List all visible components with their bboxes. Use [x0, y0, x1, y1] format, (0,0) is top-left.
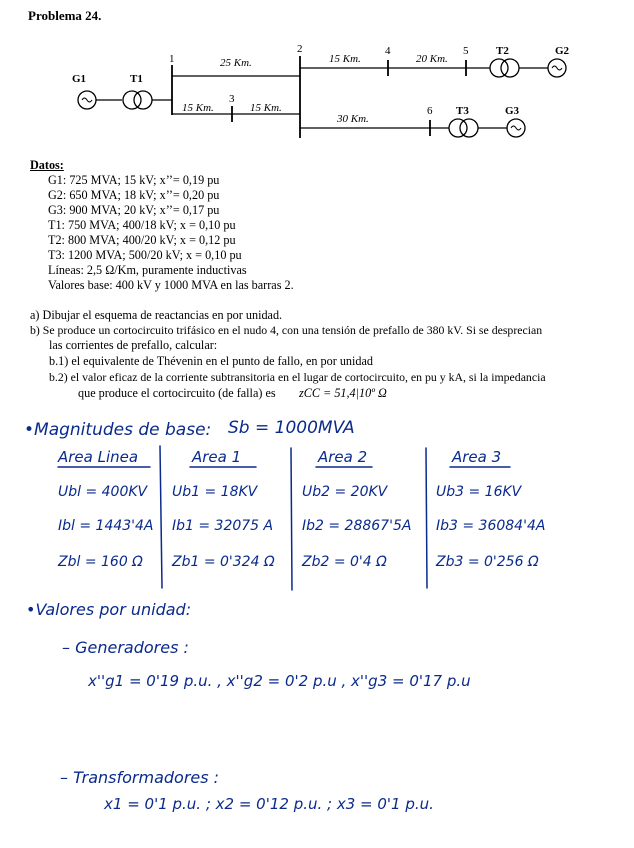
pu-title: •Valores por unidad:	[26, 600, 192, 619]
col-head-linea: Area Linea	[58, 448, 139, 466]
dist-3-2: 15 Km.	[250, 102, 282, 114]
dist-1-2: 25 Km.	[220, 57, 252, 69]
ib-area3: Ib3 = 36084'4A	[436, 518, 546, 534]
generators-values: x''g1 = 0'19 p.u. , x''g2 = 0'2 p.u , x''g3 = 0'17 p.u	[88, 672, 471, 690]
node-2-label: 2	[297, 43, 303, 55]
problem-title: Problema 24.	[28, 8, 102, 23]
data-line-g3: G3: 900 MVA; 20 kV; x’’= 0,17 pu	[48, 203, 220, 217]
dist-2-6: 30 Km.	[337, 113, 369, 125]
t3-label: T3	[456, 105, 469, 117]
base-title: •Magnitudes de base:	[24, 420, 212, 440]
zb-linea: Zbl = 160 Ω	[58, 554, 143, 570]
zcc-value: zCC = 51,4|10º Ω	[299, 386, 387, 400]
dist-2-4: 15 Km.	[329, 53, 361, 65]
node-3-label: 3	[229, 93, 235, 105]
col-head-area1: Area 1	[192, 448, 242, 466]
data-line-t3: T3: 1200 MVA; 500/20 kV; x = 0,10 pu	[48, 248, 242, 262]
data-heading: Datos:	[30, 158, 64, 172]
ib-area2: Ib2 = 28867'5A	[302, 518, 412, 534]
ib-linea: Ibl = 1443'4A	[58, 518, 154, 534]
node-1-label: 1	[169, 53, 175, 65]
ub-area3: Ub3 = 16KV	[436, 484, 522, 500]
ub-area1: Ub1 = 18KV	[172, 484, 258, 500]
data-line-g2: G2: 650 MVA; 18 kV; x’’= 0,20 pu	[48, 188, 220, 202]
question-a: a) Dibujar el esquema de reactancias en por unidad.	[30, 308, 283, 322]
question-b2-line1: b.2) el valor eficaz de la corriente subtransitoria en el lugar de cortocircuito, en pu y kA, si la impedancia	[49, 370, 546, 384]
g2-label: G2	[555, 45, 570, 57]
transformers-title: – Transformadores :	[60, 768, 220, 787]
data-line-t2: T2: 800 MVA; 400/20 kV; x = 0,12 pu	[48, 233, 236, 247]
transformers-values: x1 = 0'1 p.u. ; x2 = 0'12 p.u. ; x3 = 0'1 p.u.	[104, 795, 434, 813]
col-head-area3: Area 3	[452, 448, 502, 466]
ib-area1: Ib1 = 32075 A	[172, 518, 274, 534]
question-b1: b.1) el equivalente de Thévenin en el punto de fallo, en por unidad	[49, 354, 373, 368]
data-line-lines: Líneas: 2,5 Ω/Km, puramente inductivas	[48, 263, 247, 277]
question-b2-line2: que produce el cortocircuito (de falla) es	[78, 386, 276, 400]
zb-area3: Zb3 = 0'256 Ω	[436, 554, 539, 570]
t1-label: T1	[130, 73, 143, 85]
data-line-g1: G1: 725 MVA; 15 kV; x’’= 0,19 pu	[48, 173, 220, 187]
generators-title: – Generadores :	[62, 638, 189, 657]
node-6-label: 6	[427, 105, 433, 117]
data-line-base: Valores base: 400 kV y 1000 MVA en las barras 2.	[48, 278, 294, 292]
question-b-line2: las corrientes de prefallo, calcular:	[49, 338, 218, 352]
ub-linea: Ubl = 400KV	[58, 484, 148, 500]
t2-label: T2	[496, 45, 509, 57]
g3-label: G3	[505, 105, 520, 117]
node-5-label: 5	[463, 45, 469, 57]
dist-1-3: 15 Km.	[182, 102, 214, 114]
question-b-line1: b) Se produce un cortocircuito trifásico en el nudo 4, con una tensión de prefallo de 380 kV. Si se desprecian	[30, 323, 543, 337]
data-line-t1: T1: 750 MVA; 400/18 kV; x = 0,10 pu	[48, 218, 236, 232]
sb-value: Sb = 1000MVA	[228, 418, 355, 438]
g1-label: G1	[72, 73, 87, 85]
ub-area2: Ub2 = 20KV	[302, 484, 388, 500]
zb-area2: Zb2 = 0'4 Ω	[302, 554, 387, 570]
dist-4-5: 20 Km.	[416, 53, 448, 65]
col-head-area2: Area 2	[318, 448, 368, 466]
zb-area1: Zb1 = 0'324 Ω	[172, 554, 275, 570]
node-4-label: 4	[385, 45, 391, 57]
